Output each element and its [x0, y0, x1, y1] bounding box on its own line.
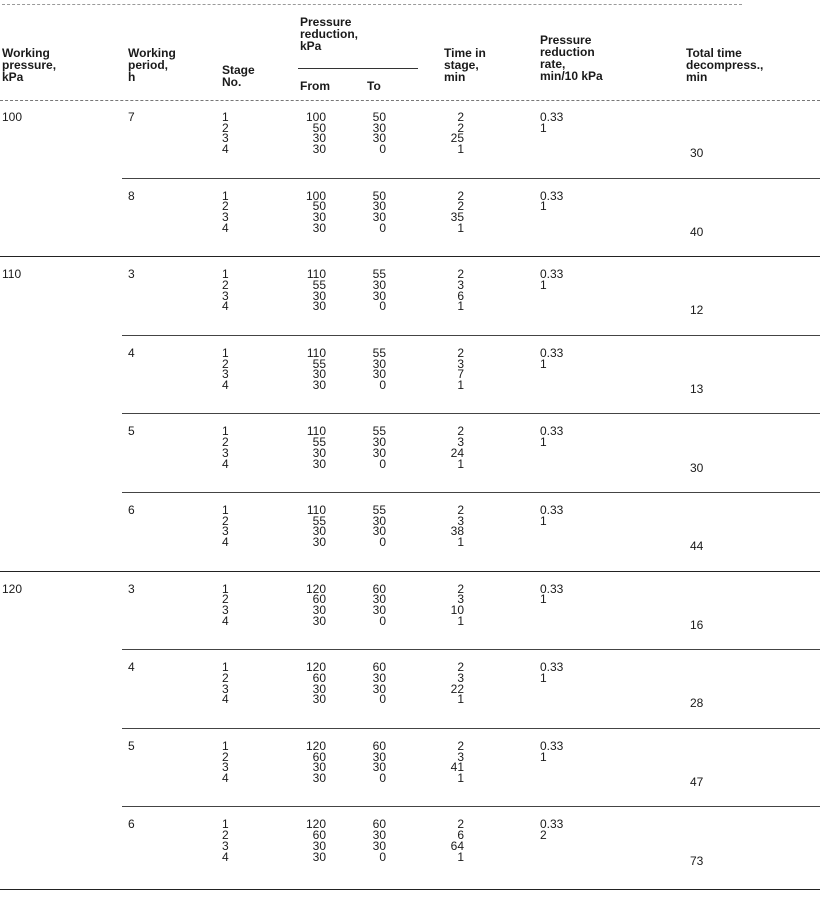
pressure-from: 30 [312, 220, 326, 235]
header-from: From [300, 79, 330, 93]
stage-number: 1 [222, 503, 229, 517]
pressure-from: 30 [312, 770, 326, 785]
period-separator [122, 649, 820, 650]
reduction-rate: 0.33 [540, 110, 564, 124]
pressure-from: 120 [305, 660, 326, 675]
reduction-rate: 1 [540, 199, 547, 214]
time-in-stage: 7 [457, 367, 464, 382]
reduction-rate: 0.33 [540, 738, 564, 753]
time-in-stage: 1 [457, 142, 464, 157]
stage-number: 1 [222, 660, 229, 675]
total-decompression-time: 12 [690, 303, 704, 318]
total-decompression-time: 73 [690, 853, 704, 868]
pressure-to: 0 [379, 849, 386, 864]
pressure-from: 30 [312, 210, 326, 224]
reduction-rate: 1 [540, 592, 547, 607]
time-in-stage: 3 [457, 592, 464, 607]
time-in-stage: 41 [450, 760, 464, 775]
header-time-in-stage: Time in stage, min [444, 46, 486, 84]
pressure-from: 30 [312, 692, 326, 707]
pressure-to: 55 [372, 267, 386, 282]
stage-number: 1 [222, 267, 229, 282]
stage-number: 2 [222, 356, 229, 371]
time-in-stage: 2 [457, 424, 464, 439]
pressure-to: 30 [372, 592, 386, 607]
time-in-stage: 2 [457, 660, 464, 675]
stage-number: 4 [222, 377, 229, 392]
pressure-from: 120 [305, 738, 326, 753]
pressure-to: 30 [372, 445, 386, 460]
stage-number: 3 [222, 681, 229, 696]
pressure-to: 0 [379, 377, 386, 392]
stage-number: 4 [222, 142, 229, 157]
reduction-rate: 1 [540, 356, 547, 371]
pressure-to: 60 [372, 817, 386, 832]
time-in-stage: 3 [457, 277, 464, 292]
time-in-stage: 64 [450, 838, 464, 853]
table-bottom-rule [0, 889, 820, 890]
header-pressure-reduction: Pressure reduction, kPa [300, 15, 359, 53]
header-working-period: Working period, h [128, 46, 176, 84]
pressure-from: 110 [306, 345, 326, 360]
stage-number: 4 [222, 220, 229, 235]
time-in-stage: 6 [457, 288, 464, 303]
period-separator [122, 728, 820, 729]
stage-number: 2 [222, 120, 229, 135]
time-in-stage: 1 [457, 535, 464, 550]
stage-number: 3 [222, 367, 229, 382]
time-in-stage: 1 [457, 299, 464, 314]
time-in-stage: 2 [457, 110, 464, 124]
top-rule [2, 4, 742, 5]
pressure-from: 120 [305, 581, 326, 596]
pressure-from: 30 [312, 603, 326, 617]
pressure-to: 50 [372, 188, 386, 203]
pressure-to: 0 [379, 142, 386, 157]
pressure-from: 110 [306, 424, 326, 439]
pressure-to: 55 [372, 345, 386, 360]
pressure-from: 30 [312, 367, 326, 382]
pressure-to: 30 [372, 681, 386, 696]
reduction-rate: 0.33 [540, 660, 564, 675]
pressure-to: 30 [372, 828, 386, 843]
working-period-value: 3 [128, 267, 135, 282]
pressure-to: 55 [372, 424, 386, 439]
working-period-value: 4 [128, 660, 135, 675]
pressure-to: 60 [372, 738, 386, 753]
pressure-from: 100 [305, 188, 326, 203]
pressure-to: 50 [372, 110, 386, 124]
period-separator [122, 335, 820, 336]
total-decompression-time: 47 [690, 774, 704, 789]
pressure-to: 30 [372, 120, 386, 135]
period-separator [122, 413, 820, 414]
period-separator [122, 492, 820, 493]
total-decompression-time: 30 [690, 146, 704, 161]
pressure-from: 30 [312, 681, 326, 696]
time-in-stage: 3 [457, 435, 464, 450]
time-in-stage: 1 [457, 220, 464, 235]
pressure-to: 30 [372, 513, 386, 528]
pressure-to: 30 [372, 356, 386, 371]
stage-number: 2 [222, 277, 229, 292]
total-decompression-time: 28 [690, 696, 704, 711]
pressure-from: 50 [312, 120, 326, 135]
pressure-from: 55 [312, 356, 326, 371]
working-period-value: 6 [128, 503, 135, 517]
stage-number: 1 [222, 345, 229, 360]
stage-number: 4 [222, 535, 229, 550]
pressure-to: 0 [379, 299, 386, 314]
reduction-rate: 1 [540, 120, 547, 135]
pressure-from: 30 [312, 299, 326, 314]
total-decompression-time: 30 [690, 460, 704, 475]
stage-number: 4 [222, 613, 229, 628]
stage-number: 3 [222, 445, 229, 460]
time-in-stage: 10 [450, 603, 464, 617]
stage-number: 3 [222, 288, 229, 303]
pressure-from: 30 [312, 524, 326, 539]
stage-number: 3 [222, 760, 229, 775]
pressure-from: 50 [312, 199, 326, 214]
pressure-to: 30 [372, 131, 386, 146]
stage-number: 3 [222, 603, 229, 617]
total-decompression-time: 16 [690, 617, 704, 632]
pressure-group-separator [0, 256, 820, 257]
time-in-stage: 1 [457, 770, 464, 785]
time-in-stage: 1 [457, 456, 464, 471]
working-period-value: 4 [128, 345, 135, 360]
stage-number: 4 [222, 299, 229, 314]
time-in-stage: 25 [450, 131, 464, 146]
reduction-rate: 1 [540, 670, 547, 685]
time-in-stage: 38 [450, 524, 464, 539]
time-in-stage: 1 [457, 613, 464, 628]
working-period-value: 7 [128, 110, 135, 124]
stage-number: 4 [222, 456, 229, 471]
working-pressure-value: 110 [2, 267, 22, 282]
time-in-stage: 35 [450, 210, 464, 224]
total-decompression-time: 44 [690, 539, 704, 554]
pressure-from: 120 [305, 817, 326, 832]
pressure-from: 60 [312, 828, 326, 843]
total-decompression-time: 13 [690, 381, 704, 396]
stage-number: 2 [222, 670, 229, 685]
stage-number: 2 [222, 749, 229, 764]
pressure-to: 60 [372, 581, 386, 596]
time-in-stage: 2 [457, 120, 464, 135]
reduction-rate: 1 [540, 513, 547, 528]
pressure-to: 30 [372, 603, 386, 617]
pressure-to: 55 [372, 503, 386, 517]
pressure-to: 0 [379, 535, 386, 550]
time-in-stage: 2 [457, 267, 464, 282]
stage-number: 1 [222, 738, 229, 753]
header-total-time: Total time decompress., min [686, 46, 764, 84]
pressure-from: 30 [312, 760, 326, 775]
stage-number: 1 [222, 817, 229, 832]
pressure-to: 0 [379, 220, 386, 235]
pressure-from: 60 [312, 749, 326, 764]
pressure-from: 55 [312, 513, 326, 528]
time-in-stage: 1 [457, 849, 464, 864]
stage-number: 4 [222, 770, 229, 785]
reduction-rate: 1 [540, 277, 547, 292]
working-period-value: 8 [128, 188, 135, 203]
stage-number: 2 [222, 199, 229, 214]
time-in-stage: 24 [450, 445, 464, 460]
header-working-pressure: Working pressure, kPa [2, 46, 57, 84]
time-in-stage: 2 [457, 503, 464, 517]
pressure-to: 0 [379, 456, 386, 471]
header-stage-no: Stage No. [222, 63, 255, 89]
pressure-from: 55 [312, 435, 326, 450]
time-in-stage: 2 [457, 738, 464, 753]
pressure-to: 30 [372, 749, 386, 764]
pressure-from: 30 [312, 142, 326, 157]
time-in-stage: 3 [457, 356, 464, 371]
reduction-rate: 0.33 [540, 267, 564, 282]
header-pressure-reduction-rule [298, 68, 418, 69]
pressure-from: 110 [306, 503, 326, 517]
header-bottom-rule [0, 100, 820, 101]
time-in-stage: 1 [457, 377, 464, 392]
pressure-from: 100 [305, 110, 326, 124]
pressure-to: 30 [372, 277, 386, 292]
pressure-from: 30 [312, 535, 326, 550]
pressure-to: 30 [372, 210, 386, 224]
stage-number: 3 [222, 131, 229, 146]
stage-number: 3 [222, 838, 229, 853]
time-in-stage: 2 [457, 188, 464, 203]
pressure-from: 110 [306, 267, 326, 282]
reduction-rate: 0.33 [540, 345, 564, 360]
pressure-from: 30 [312, 849, 326, 864]
stage-number: 3 [222, 524, 229, 539]
pressure-from: 30 [312, 377, 326, 392]
pressure-to: 30 [372, 760, 386, 775]
working-period-value: 6 [128, 817, 135, 832]
reduction-rate: 0.33 [540, 581, 564, 596]
pressure-to: 30 [372, 367, 386, 382]
pressure-to: 30 [372, 435, 386, 450]
time-in-stage: 6 [457, 828, 464, 843]
stage-number: 4 [222, 849, 229, 864]
pressure-to: 30 [372, 288, 386, 303]
reduction-rate: 0.33 [540, 424, 564, 439]
pressure-to: 30 [372, 199, 386, 214]
time-in-stage: 3 [457, 513, 464, 528]
stage-number: 2 [222, 513, 229, 528]
pressure-from: 60 [312, 592, 326, 607]
time-in-stage: 3 [457, 749, 464, 764]
pressure-to: 30 [372, 524, 386, 539]
reduction-rate: 2 [540, 828, 547, 843]
pressure-from: 30 [312, 131, 326, 146]
working-pressure-value: 100 [2, 110, 23, 124]
pressure-from: 30 [312, 445, 326, 460]
stage-number: 1 [222, 581, 229, 596]
working-period-value: 5 [128, 424, 135, 439]
time-in-stage: 3 [457, 670, 464, 685]
reduction-rate: 0.33 [540, 817, 564, 832]
reduction-rate: 1 [540, 435, 547, 450]
pressure-to: 0 [379, 770, 386, 785]
pressure-from: 30 [312, 838, 326, 853]
period-separator [122, 806, 820, 807]
stage-number: 2 [222, 828, 229, 843]
reduction-rate: 0.33 [540, 188, 564, 203]
pressure-from: 30 [312, 613, 326, 628]
pressure-to: 60 [372, 660, 386, 675]
pressure-to: 30 [372, 670, 386, 685]
pressure-from: 60 [312, 670, 326, 685]
pressure-to: 0 [379, 613, 386, 628]
pressure-group-separator [0, 571, 820, 572]
pressure-to: 0 [379, 692, 386, 707]
working-pressure-value: 120 [2, 581, 23, 596]
stage-number: 1 [222, 424, 229, 439]
time-in-stage: 2 [457, 199, 464, 214]
total-decompression-time: 40 [690, 224, 704, 239]
time-in-stage: 22 [450, 681, 464, 696]
working-period-value: 3 [128, 581, 135, 596]
stage-number: 1 [222, 110, 229, 124]
header-reduction-rate: Pressure reduction rate, min/10 kPa [540, 33, 603, 83]
pressure-from: 30 [312, 456, 326, 471]
stage-number: 4 [222, 692, 229, 707]
header-to: To [367, 79, 381, 93]
stage-number: 2 [222, 435, 229, 450]
stage-number: 2 [222, 592, 229, 607]
pressure-to: 30 [372, 838, 386, 853]
period-separator [122, 178, 820, 179]
time-in-stage: 2 [457, 581, 464, 596]
reduction-rate: 1 [540, 749, 547, 764]
pressure-from: 30 [312, 288, 326, 303]
working-period-value: 5 [128, 738, 135, 753]
time-in-stage: 2 [457, 817, 464, 832]
reduction-rate: 0.33 [540, 503, 564, 517]
pressure-from: 55 [312, 277, 326, 292]
time-in-stage: 2 [457, 345, 464, 360]
time-in-stage: 1 [457, 692, 464, 707]
stage-number: 1 [222, 188, 229, 203]
stage-number: 3 [222, 210, 229, 224]
